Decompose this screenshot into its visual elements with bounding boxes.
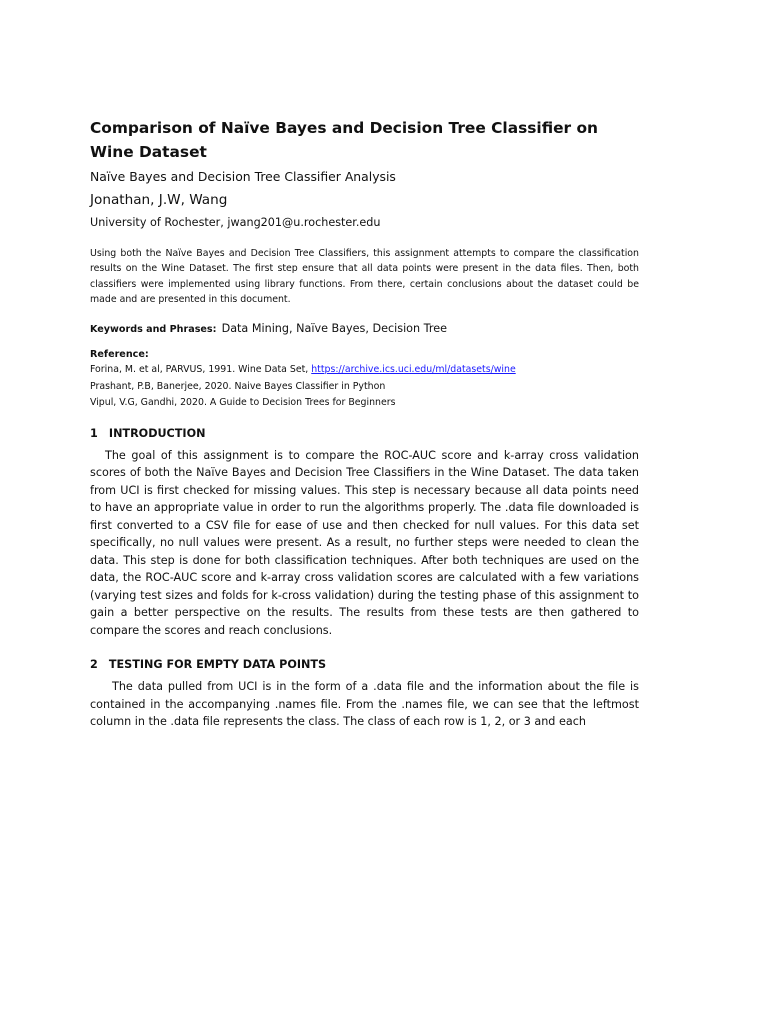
reference-item <box>90 379 639 396</box>
section-paragraph: The data pulled from UCI is in the form of a .data file and the information about the file is contained in the accompanying .names file. From the .names file, we can see that the leftmost column in the .data file represents the class. The class of each row is 1, 2, or 3 and each <box>90 680 639 729</box>
reference-text: Forina, M. et al, PARVUS, 1991. Wine Data Set, <box>90 364 312 376</box>
reference-link[interactable]: https://archive.ics.uci.edu/ml/datasets/wine <box>311 364 516 376</box>
author-affiliation: University of Rochester, jwang201@u.rochester.edu <box>90 216 381 229</box>
abstract: Using both the Naïve Bayes and Decision Tree Classifiers, this assignment attempts to compare the classification results on the Wine Dataset. The first step ensure that all data points were present in the data files. Then, both classifiers were implemented using library functions. From there, certain conclusions about the dataset could be made and are presented in this document. <box>90 248 639 305</box>
author-name: Jonathan, J.W, Wang <box>90 192 228 208</box>
section-introduction <box>90 426 639 640</box>
section-number: 1 <box>90 426 98 440</box>
section-paragraph: The goal of this assignment is to compare the ROC-AUC score and k-array cross validation scores of both the Naïve Bayes and Decision Tree Classifiers in the Wine Dataset. The data taken from UCI is first checked for missing values. This step is necessary because all data points need to have an appropriate value in order to run the algorithms properly. The .data file downloaded is first converted to a CSV file for ease of use and then checked for null values. For this data set specifically, no null values were present. As a result, no further steps were needed to clean the data. This step is done for both classification techniques. After both techniques are used on the data, the ROC-AUC score and k-array cross validation scores are calculated with a few variations (varying test sizes and folds for k-cross validation) during the testing phase of this assignment to gain a better perspective on the results. The results from these tests are then gathered to compare the scores and reach conclusions. <box>90 448 639 637</box>
section-title: INTRODUCTION <box>108 426 206 440</box>
paper-subtitle: Naïve Bayes and Decision Tree Classifier Analysis <box>90 169 396 184</box>
section-title: TESTING FOR EMPTY DATA POINTS <box>108 658 327 672</box>
paper-title: Comparison of Naïve Bayes and Decision Tree Classifier on Wine Dataset <box>90 119 599 161</box>
reference-text: Prashant, P.B, Banerjee, 2020. Naive Bayes Classifier in Python <box>90 380 386 392</box>
section-testing-empty-data <box>90 657 639 731</box>
reference-text: Vipul, V.G, Gandhi, 2020. A Guide to Decision Trees for Beginners <box>90 397 396 409</box>
reference-item <box>90 395 639 412</box>
keywords-label: Keywords and Phrases: <box>90 324 217 336</box>
section-heading <box>90 657 639 673</box>
reference-item <box>90 362 639 379</box>
document-page <box>90 116 639 731</box>
keywords-line <box>90 319 639 338</box>
section-heading <box>90 426 639 442</box>
keywords-text: Data Mining, Naïve Bayes, Decision Tree <box>221 322 447 336</box>
section-number: 2 <box>90 658 98 672</box>
references-label: Reference: <box>90 349 149 361</box>
